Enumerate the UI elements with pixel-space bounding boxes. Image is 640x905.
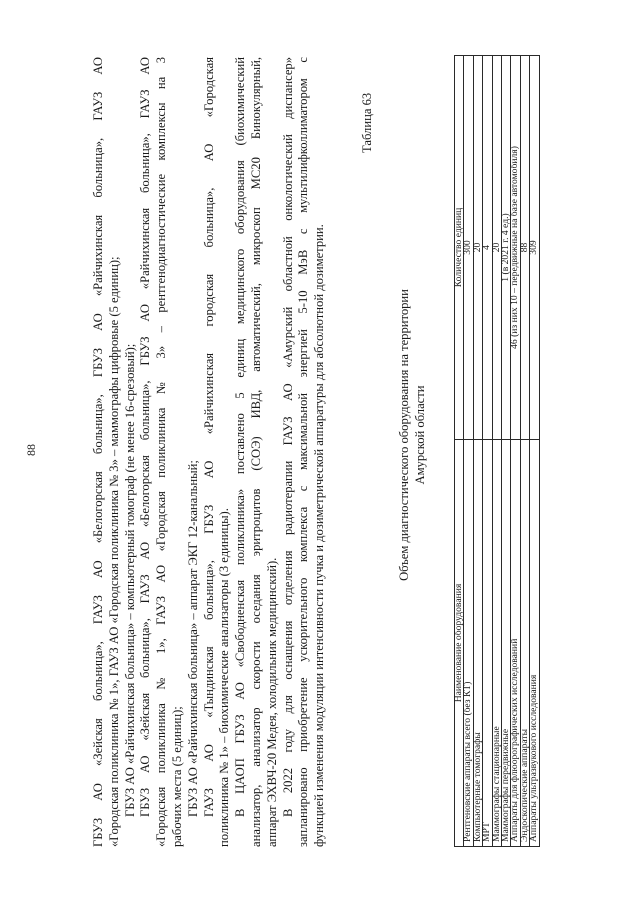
equipment-name: Компьютерные томографы: [473, 440, 482, 847]
text-line: ГБУЗ АО «Райчихинская больница» – аппарат ЭКГ 12-канальный;: [185, 460, 200, 817]
equipment-name: Рентгеновские аппараты всего (без КТ): [464, 440, 473, 847]
text-line: В 2022 году для оснащения отделения радиотерапии ГАУЗ АО «Амурский областной онкологический диспансер»: [280, 57, 295, 817]
equipment-count: 88: [520, 56, 529, 440]
table-row: [473, 56, 482, 847]
header-cell-count: Количество единиц: [455, 56, 464, 440]
table-label: Таблица 63: [360, 92, 374, 153]
equipment-count: 20: [492, 56, 501, 440]
equipment-table: [454, 55, 540, 847]
table-row: [492, 56, 501, 847]
equipment-count: 300: [464, 56, 473, 440]
text-line: «Городская поликлиника № 1», ГАУЗ АО «Городская поликлиника № 3» – маммографы цифровые (5 единиц);: [106, 256, 121, 847]
text-line: ГАУЗ АО «Тындинская больница», ГБУЗ АО «Райчихинская городская больница», АО «Городская: [201, 57, 216, 817]
table-row: [464, 56, 473, 847]
equipment-name: Эндоскопические аппараты: [520, 440, 529, 847]
equipment-count: 309: [530, 56, 539, 440]
text-line: рабочих места (5 единиц);: [169, 706, 184, 847]
text-line: «Городская поликлиника № 1», ГАУЗ АО «Городская поликлиника № 3» – рентгенодиагностические комплексы на 3: [154, 57, 169, 847]
text-line: запланировано приобретение ускорительного комплекса с максимальной энергией 5-10 МэВ с мультилифколлиматором с: [296, 57, 311, 847]
equipment-count: 4: [483, 56, 492, 440]
equipment-name: Маммографы передвижные: [502, 440, 511, 847]
text-line: ГБУЗ АО «Зейская больница», ГАУЗ АО «Белогорская больница», ГБУЗ АО «Райчихинская больница», ГАУЗ АО: [91, 57, 105, 847]
header-cell-name: Наименование оборудования: [455, 440, 464, 847]
equipment-name: Аппараты для флюорографических исследований: [511, 440, 520, 847]
equipment-name: МРТ: [483, 440, 492, 847]
text-line: аппарат ЭХВЧ-20 Медея, холодильник медицинский).: [264, 557, 279, 847]
text-line: анализатор, анализатор скорости оседания эритроцитов (СОЭ) ИВД, автоматический, микроскоп МС20 Бинокулярный,: [248, 57, 263, 847]
equipment-name: Маммографы стационарные: [492, 440, 501, 847]
body-text: [91, 57, 328, 847]
equipment-count: 46 (из них 10 – передвижные на базе автомобиля): [511, 56, 520, 440]
table-caption: [396, 85, 428, 785]
caption-line: Объем диагностического оборудования на территории: [397, 289, 411, 581]
text-line: поликлиника № 1» – биохимические анализаторы (3 единицы).: [217, 508, 232, 847]
equipment-name: Аппараты ультразвукового исследования: [530, 440, 539, 847]
text-line: ГБУЗ АО «Райчихинская больница» – компьютерный томограф (не менее 16-срезовый);: [122, 343, 137, 817]
caption-line: Амурской области: [413, 385, 427, 485]
text-line: ГБУЗ АО «Зейская больница», ГАУЗ АО «Белогорская больница», ГБУЗ АО «Райчихинская больница», ГАУЗ АО: [138, 57, 153, 817]
equipment-count: 1 (в 2021 г. 4 ед.): [502, 56, 511, 440]
equipment-count: 20: [473, 56, 482, 440]
text-line: В ЦАОП ГБУЗ АО «Свободненская поликлиника» поставлено 5 единиц медицинского оборудования (биохимический: [233, 57, 248, 817]
table-row: [511, 56, 520, 847]
table-row: [530, 56, 539, 847]
text-line: функцией изменения модуляции интенсивности пучка и дозиметрической аппаратуры для абсолютной дозиметрии.: [312, 224, 327, 847]
page-number: 88: [24, 444, 38, 456]
